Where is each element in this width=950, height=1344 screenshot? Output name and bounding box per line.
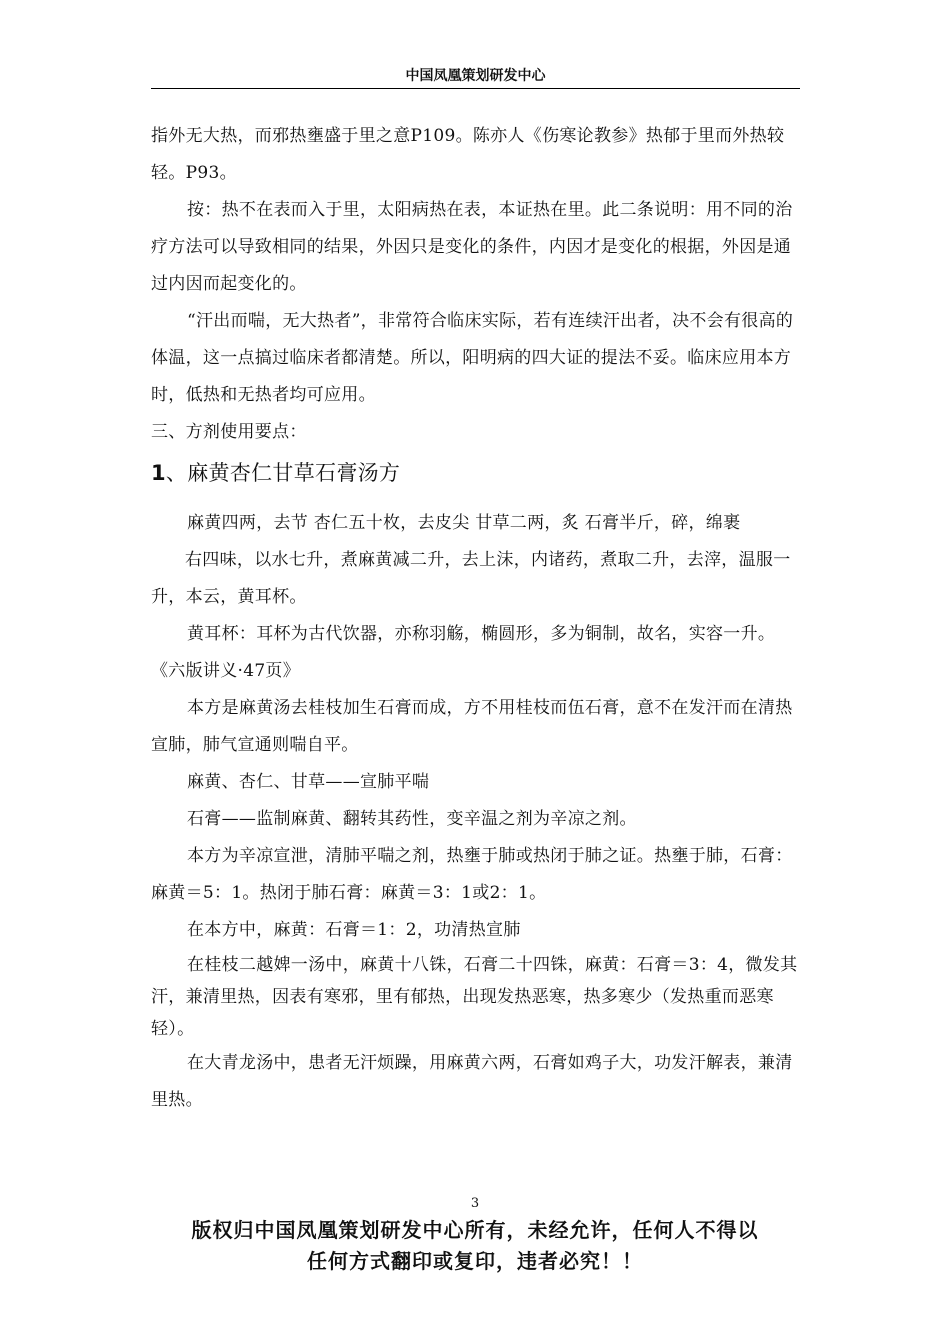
formula-ratio-1: 本方为辛凉宣泄，清肺平喘之剂，热壅于肺或热闭于肺之证。热壅于肺，石膏：麻黄＝5：1。热闭于肺石膏：麻黄＝3：1或2：1。 bbox=[151, 846, 793, 903]
header-rule bbox=[151, 88, 800, 89]
paragraph-3: “汗出而喘，无大热者”，非常符合临床实际，若有连续汗出者，决不会有很高的体温，这一点搞过临床者都清楚。所以，阳明病的四大证的提法不妥。临床应用本方时，低热和无热者均可应用。 bbox=[151, 311, 794, 405]
paragraph-2: 按：热不在表而入于里，太阳病热在表，本证热在里。此二条说明：用不同的治疗方法可以导致相同的结果，外因只是变化的条件，内因才是变化的根据，外因是通过内因而起变化的。 bbox=[151, 200, 793, 294]
copyright-line-2: 任何方式翻印或复印，违者必究！！ bbox=[307, 1249, 643, 1273]
section-title: 、麻黄杏仁甘草石膏汤方 bbox=[165, 461, 401, 485]
formula-ingredients: 麻黄四两，去节 杏仁五十枚，去皮尖 甘草二两，炙 石膏半斤，碎，绵裹 bbox=[187, 513, 741, 533]
formula-ratio-3: 在桂枝二越婢一汤中，麻黄十八铢，石膏二十四铢，麻黄：石膏＝3：4，微发其汗，兼清里热，因表有寒邪，里有郁热，出现发热恶寒，热多寒少（发热重而恶寒轻）。 bbox=[151, 955, 798, 1039]
formula-method: 右四味，以水七升，煮麻黄减二升，去上沫，内诸药，煮取二升，去滓，温服一升，本云，黄耳杯。 bbox=[151, 550, 791, 607]
paragraph-4: 三、方剂使用要点： bbox=[151, 422, 307, 442]
page-number: 3 bbox=[470, 1196, 480, 1211]
copyright-line-1: 版权归中国凤凰策划研发中心所有，未经允许，任何人不得以 bbox=[191, 1218, 759, 1242]
copyright-footer bbox=[100, 1215, 850, 1277]
document-body bbox=[151, 118, 800, 1119]
section-number: 1 bbox=[151, 461, 166, 485]
section-heading bbox=[151, 459, 800, 487]
formula-note: 黄耳杯：耳杯为古代饮器，亦称羽觞，椭圆形，多为铜制，故名，实容一升。《六版讲义·47页》 bbox=[151, 624, 776, 681]
formula-ratio-4: 在大青龙汤中，患者无汗烦躁，用麻黄六两，石膏如鸡子大，功发汗解表，兼清里热。 bbox=[151, 1053, 793, 1110]
formula-role-2: 石膏——监制麻黄、翻转其药性，变辛温之剂为辛凉之剂。 bbox=[187, 809, 637, 829]
paragraph-1: 指外无大热，而邪热壅盛于里之意P109。陈亦人《伤寒论教参》热郁于里而外热较轻。P93。 bbox=[151, 126, 785, 183]
page-header-title: 中国凤凰策划研发中心 bbox=[405, 68, 546, 84]
formula-role-1: 麻黄、杏仁、甘草——宣肺平喘 bbox=[187, 772, 430, 792]
formula-analysis: 本方是麻黄汤去桂枝加生石膏而成，方不用桂枝而伍石膏，意不在发汗而在清热宣肺，肺气宣通则喘自平。 bbox=[151, 698, 793, 755]
formula-ratio-2: 在本方中，麻黄：石膏＝1：2，功清热宣肺 bbox=[187, 920, 521, 940]
